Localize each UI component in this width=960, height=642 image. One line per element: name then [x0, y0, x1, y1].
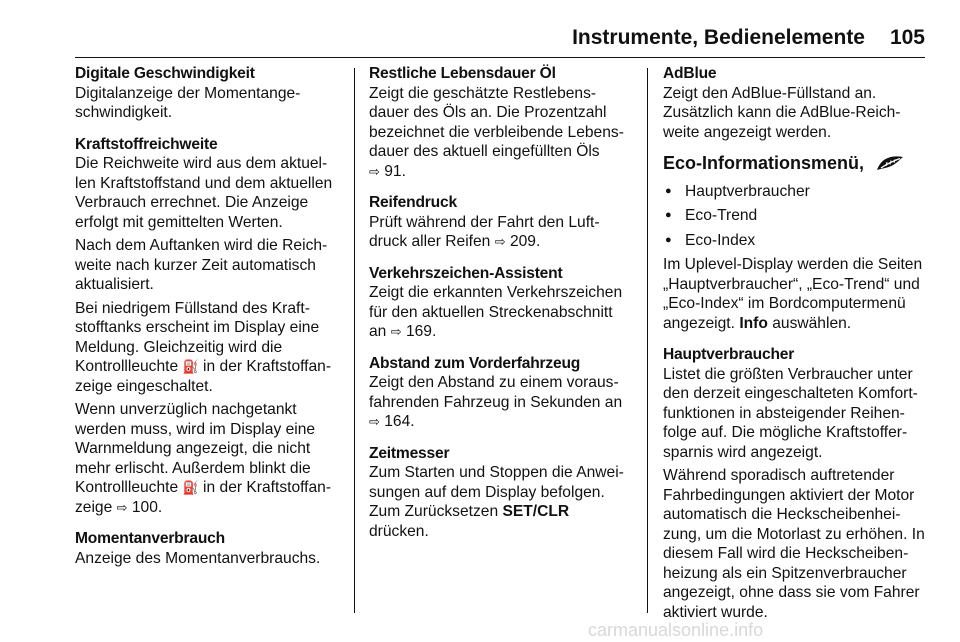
text-line: erfolgt mit gemittelten Werten.: [75, 213, 283, 231]
text-line: Kontrollleuchte ⛽ in der Kraftstoffan-: [75, 358, 332, 375]
text-line: Warnmeldung angezeigt, die nicht: [75, 440, 311, 457]
column-divider-1: [354, 68, 355, 613]
paragraph: [369, 463, 633, 541]
text-line: Zeigt den AdBlue-Füllstand an.: [663, 84, 877, 102]
page-ref-arrow-icon: ⇨: [116, 499, 128, 515]
text-line: „Eco-Index“ im Bordcomputermenü: [663, 295, 906, 312]
text-line: Die Reichweite wird aus dem aktuel-: [75, 155, 328, 172]
section-heading: Momentanverbrauch: [75, 530, 225, 547]
text-line: weite angezeigt werden.: [663, 123, 832, 141]
text-line: an ⇨ 169.: [369, 323, 437, 340]
section-heading: Restliche Lebensdauer Öl: [369, 65, 556, 82]
text-line: folge auf. Die mögliche Kraftstoffer-: [663, 424, 908, 441]
section-heading: Digitale Geschwindigkeit: [75, 65, 255, 82]
text-line: zeige ⇨ 100.: [75, 498, 163, 516]
text-line: zeige eingeschaltet.: [75, 377, 213, 395]
paragraph: [75, 154, 347, 232]
section-heading: Verkehrszeichen-Assistent: [369, 264, 563, 282]
section-heading: Abstand zum Vorderfahrzeug: [369, 354, 581, 372]
text-line: [369, 162, 633, 182]
text-line: bezeichnet die verbleibende Lebens-: [369, 123, 624, 141]
text-line: aktiviert wurde.: [663, 603, 768, 621]
column-3: [663, 64, 927, 634]
watermark: carmanualsonline.info: [588, 620, 764, 640]
page-ref-link[interactable]: 100.: [131, 498, 163, 516]
page-title: Instrumente, Bedienelemente: [572, 26, 865, 49]
section-fuel-range: [75, 135, 347, 518]
page-ref-arrow-icon: ⇨: [369, 414, 380, 429]
text-line: sparnis wird angezeigt.: [663, 443, 823, 461]
text-line: drücken.: [369, 522, 429, 540]
section-traffic-sign-assistant: [369, 264, 633, 342]
page-header: [75, 26, 925, 56]
paragraph: [75, 236, 347, 295]
text-line: „Hauptverbraucher“, „Eco-Trend“ und: [663, 275, 920, 293]
text-line: den derzeit eingeschalteten Komfort-: [663, 385, 918, 402]
section-timer: [369, 444, 633, 542]
paragraph: [663, 466, 927, 622]
text-line: len Kraftstoffstand und dem aktuellen: [75, 174, 333, 192]
section-oil-life: [369, 64, 633, 181]
text-line: fahrenden Fahrzeug in Sekunden an: [369, 393, 623, 411]
text-line: aktualisiert.: [75, 276, 154, 293]
paragraph: [75, 549, 347, 569]
text-line: dauer des Öls an. Die Prozentzahl: [369, 104, 607, 121]
column-1: [75, 64, 347, 580]
column-divider-2: [647, 68, 648, 613]
section-heading: AdBlue: [663, 65, 717, 82]
text-line: angezeigt, ohne dass sie vom Fahrer: [663, 584, 920, 601]
text-line: Meldung. Gleichzeitig wird die: [75, 338, 283, 356]
fuel-pump-icon: ⛽: [182, 359, 199, 374]
list-item: ● Eco-Trend: [663, 206, 927, 226]
text-line: Zum Zurücksetzen SET/CLR: [369, 503, 570, 520]
text-line: Wenn unverzüglich nachgetankt: [75, 401, 297, 418]
paragraph: [663, 255, 927, 333]
paragraph: [75, 400, 347, 517]
section-heading: Reifendruck: [369, 194, 457, 211]
text-line: Zeigt die erkannten Verkehrszeichen: [369, 284, 623, 301]
page-ref-link[interactable]: 164.: [384, 413, 415, 430]
text-line: sungen auf dem Display befolgen.: [369, 483, 605, 501]
text-line: heizung als ein Spitzenverbraucher: [663, 564, 907, 582]
eco-menu-list: [663, 182, 927, 251]
column-2: [369, 64, 633, 553]
section-adblue: [663, 64, 927, 142]
text-line: dauer des aktuell eingefüllten Öls: [369, 143, 600, 160]
paragraph: [75, 299, 347, 397]
text-line: zung, um die Motorlast zu erhöhen. In: [663, 525, 925, 543]
section-digital-speed: [75, 64, 347, 123]
paragraph: [369, 373, 633, 432]
page-number: 105: [889, 26, 925, 49]
section-heading: Hauptverbraucher: [663, 346, 795, 363]
text-line: druck aller Reifen ⇨ 209.: [369, 233, 541, 250]
text-line: angezeigt. Info auswählen.: [663, 314, 852, 332]
text-line: Fahrbedingungen aktiviert der Motor: [663, 486, 915, 504]
text-line: schwindigkeit.: [75, 104, 173, 121]
section-following-distance: [369, 354, 633, 432]
paragraph: [75, 84, 347, 123]
text-line: Digitalanzeige der Momentange-: [75, 84, 301, 102]
text-line: diesem Fall wird die Heckscheiben-: [663, 545, 909, 562]
button-name-set-clr: SET/CLR: [502, 503, 570, 520]
text-line: stofftanks erscheint im Display eine: [75, 319, 320, 336]
text-line: Im Uplevel-Display werden die Seiten: [663, 256, 923, 273]
page-ref-arrow-icon: ⇨: [390, 324, 402, 339]
text-line: für den aktuellen Streckenabschnitt: [369, 303, 613, 321]
text-line: Kontrollleuchte ⛽ in der Kraftstoffan-: [75, 479, 332, 496]
section-tire-pressure: [369, 193, 633, 252]
paragraph: [663, 84, 927, 143]
header-divider: [75, 57, 925, 58]
page-ref-link[interactable]: 169.: [405, 323, 437, 340]
section-main-consumers: [663, 345, 927, 622]
text-line: Prüft während der Fahrt den Luft-: [369, 213, 600, 231]
text-line: Während sporadisch auftretender: [663, 467, 895, 484]
list-item: ● Eco-Index: [663, 231, 927, 251]
page-ref-link[interactable]: 91.: [384, 162, 406, 180]
text-line: Zeigt den Abstand zu einem voraus-: [369, 374, 619, 391]
section-current-consumption: [75, 529, 347, 568]
button-name-info: Info: [739, 314, 768, 332]
list-item: ● Hauptverbraucher: [663, 182, 927, 202]
paragraph: [369, 84, 633, 182]
eco-intro: [663, 255, 927, 333]
page-ref-link[interactable]: 209.: [509, 233, 541, 250]
text-line: [369, 412, 633, 432]
text-line: Zusätzlich kann die AdBlue-Reich-: [663, 104, 901, 121]
text-line: Anzeige des Momentanverbrauchs.: [75, 549, 321, 567]
page-ref-arrow-icon: ⇨: [494, 234, 506, 249]
paragraph: [663, 365, 927, 463]
text-line: Zum Starten und Stoppen die Anwei-: [369, 464, 624, 481]
section-heading: Kraftstoffreichweite: [75, 135, 218, 153]
text-line: weite nach kurzer Zeit automatisch: [75, 256, 316, 274]
text-line: funktionen in absteigender Reihen-: [663, 404, 905, 422]
paragraph: [369, 283, 633, 342]
text-line: Listet die größten Verbraucher unter: [663, 365, 913, 383]
paragraph: [369, 213, 633, 252]
text-line: werden muss, wird im Display eine: [75, 420, 316, 438]
text-line: Nach dem Auftanken wird die Reich-: [75, 237, 328, 254]
eco-leaf-icon: [875, 154, 905, 172]
section-heading: Zeitmesser: [369, 444, 450, 462]
text-line: Zeigt die geschätzte Restlebens-: [369, 84, 597, 102]
text-line: mehr erlischt. Außerdem blinkt die: [75, 459, 311, 477]
text-line: automatisch die Heckscheibenhei-: [663, 506, 901, 523]
fuel-pump-icon: ⛽: [182, 480, 199, 495]
page-ref-arrow-icon: ⇨: [369, 163, 380, 179]
text-line: Verbrauch errechnet. Die Anzeige: [75, 194, 309, 211]
text-line: Bei niedrigem Füllstand des Kraft-: [75, 299, 310, 317]
eco-menu-heading: Eco-Informationsmenü,: [663, 154, 927, 174]
